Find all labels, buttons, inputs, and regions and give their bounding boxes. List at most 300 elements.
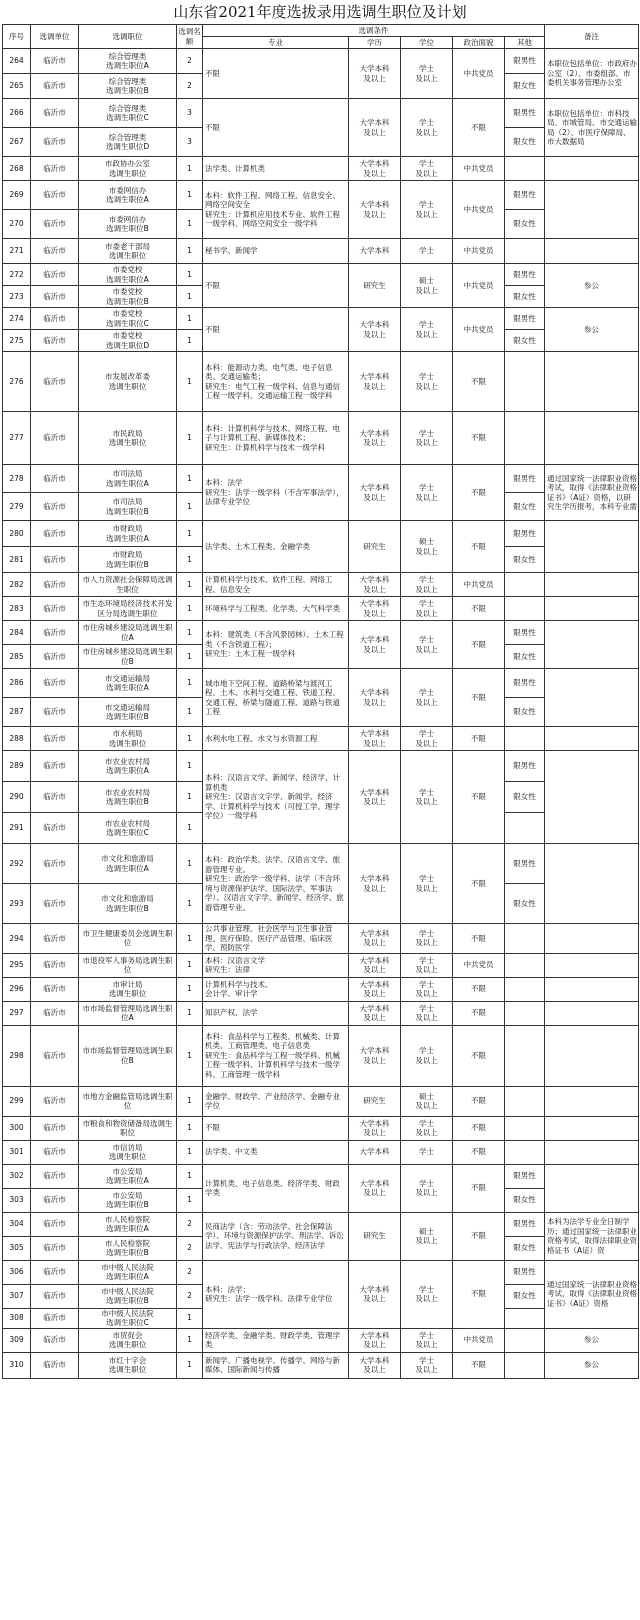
- cell-remark: 参公: [545, 308, 639, 352]
- cell-education: 大学本科 及以上: [349, 157, 401, 181]
- cell-remark: [545, 239, 639, 264]
- cell-remark: 通过国家统一法律职业资格考试，取得《法律职业资格证书》（A证）资格: [545, 1260, 639, 1328]
- cell-unit: 临沂市: [31, 698, 79, 727]
- cell-degree: 学士 及以上: [401, 1328, 453, 1352]
- cell-major: 城市地下空间工程、道路桥梁与渡河工程、土木、水利与交通工程、铁道工程、交通工程、桥梁与隧道工程、道路与铁道工程: [203, 669, 349, 727]
- cell-major: 环境科学与工程类、化学类、大气科学类: [203, 597, 349, 621]
- cell-political: 不限: [453, 924, 505, 954]
- table-row: [3, 1352, 639, 1378]
- cell-seq: 298: [3, 1025, 31, 1086]
- cell-education: 大学本科 及以上: [349, 352, 401, 412]
- cell-quota: 1: [177, 1116, 203, 1140]
- cell-position: 市发展改革委 选调生职位: [79, 352, 177, 412]
- cell-quota: 1: [177, 727, 203, 751]
- cell-remark: [545, 844, 639, 924]
- header-major: 专业: [203, 37, 349, 49]
- cell-position: 市农业农村局 选调生职位C: [79, 813, 177, 844]
- cell-education: 大学本科: [349, 239, 401, 264]
- cell-major: 本科：法学 研究生：法学一级学科（不含军事法学），法律专业学位: [203, 465, 349, 521]
- cell-other: 限男性: [505, 844, 545, 884]
- cell-political: 不限: [453, 465, 505, 521]
- cell-major: 法学类、中文类: [203, 1140, 349, 1164]
- cell-degree: 学士 及以上: [401, 308, 453, 352]
- cell-major: 本科：计算机科学与技术、网络工程、电子与计算机工程、新媒体技术； 研究生：计算机科学与技术一级学科: [203, 412, 349, 465]
- cell-unit: 临沂市: [31, 1001, 79, 1025]
- cell-major: 水利水电工程、水文与水资源工程: [203, 727, 349, 751]
- cell-other: 限女性: [505, 1284, 545, 1308]
- cell-unit: 临沂市: [31, 884, 79, 924]
- cell-degree: 学士 及以上: [401, 1025, 453, 1086]
- cell-political: 不限: [453, 1212, 505, 1260]
- cell-remark: [545, 751, 639, 844]
- cell-position: 市民政局 选调生职位: [79, 412, 177, 465]
- cell-major: 本科：能源动力类、电气类、电子信息类、交通运输类； 研究生：电气工程一级学科、信息与通信工程一级学科、交通运输工程一级学科: [203, 352, 349, 412]
- cell-political: 不限: [453, 99, 505, 157]
- positions-table: [2, 24, 639, 1379]
- cell-seq: 265: [3, 74, 31, 99]
- cell-seq: 268: [3, 157, 31, 181]
- cell-seq: 271: [3, 239, 31, 264]
- cell-political: 不限: [453, 1260, 505, 1328]
- cell-major: 本科：政治学类、法学、汉语言文学、旅游管理专业。 研究生：政治学一级学科、法学（不含环境与资源保护法学、国际法学、军事法学）、汉语言文字学、新闻学、经济学、旅游管理专业。: [203, 844, 349, 924]
- cell-other: [505, 924, 545, 954]
- cell-major: 本科：汉语言文学 研究生：法律: [203, 953, 349, 977]
- cell-seq: 276: [3, 352, 31, 412]
- cell-quota: 1: [177, 669, 203, 698]
- cell-unit: 临沂市: [31, 977, 79, 1001]
- cell-other: [505, 1308, 545, 1328]
- cell-education: 研究生: [349, 1086, 401, 1116]
- cell-remark: [545, 621, 639, 669]
- header-other: 其他: [505, 37, 545, 49]
- cell-other: 限女性: [505, 128, 545, 157]
- cell-other: [505, 1001, 545, 1025]
- cell-degree: 学士 及以上: [401, 597, 453, 621]
- cell-unit: 临沂市: [31, 953, 79, 977]
- cell-major: 计算机科学与技术、 会计学、审计学: [203, 977, 349, 1001]
- cell-political: 不限: [453, 1164, 505, 1212]
- cell-unit: 临沂市: [31, 1260, 79, 1284]
- table-row: [3, 1164, 639, 1188]
- cell-education: 大学本科 及以上: [349, 844, 401, 924]
- cell-remark: [545, 1116, 639, 1140]
- cell-education: 大学本科 及以上: [349, 1001, 401, 1025]
- cell-other: [505, 239, 545, 264]
- cell-seq: 289: [3, 751, 31, 782]
- cell-position: 综合管理类 选调生职位A: [79, 49, 177, 74]
- cell-seq: 292: [3, 844, 31, 884]
- cell-degree: 学士: [401, 1140, 453, 1164]
- cell-quota: 2: [177, 1284, 203, 1308]
- cell-seq: 287: [3, 698, 31, 727]
- table-row: [3, 727, 639, 751]
- cell-quota: 1: [177, 844, 203, 884]
- cell-political: 中共党员: [453, 157, 505, 181]
- cell-other: 限女性: [505, 884, 545, 924]
- cell-political: 不限: [453, 1352, 505, 1378]
- cell-major: 金融学、财政学、产业经济学、金融专业学位: [203, 1086, 349, 1116]
- cell-position: 市委党校 选调生职位A: [79, 264, 177, 286]
- cell-quota: 1: [177, 1025, 203, 1086]
- cell-education: 大学本科 及以上: [349, 1164, 401, 1212]
- cell-position: 市水利局 选调生职位: [79, 727, 177, 751]
- cell-seq: 288: [3, 727, 31, 751]
- cell-other: 限女性: [505, 782, 545, 813]
- cell-education: 大学本科 及以上: [349, 597, 401, 621]
- header-seq: 序号: [3, 25, 31, 49]
- page-title: 山东省2021年度选拔录用选调生职位及计划: [173, 3, 467, 21]
- cell-degree: 硕士 及以上: [401, 1086, 453, 1116]
- table-row: [3, 181, 639, 210]
- cell-quota: 3: [177, 99, 203, 128]
- table-row: [3, 977, 639, 1001]
- cell-seq: 290: [3, 782, 31, 813]
- header-remark: 备注: [545, 25, 639, 49]
- cell-unit: 临沂市: [31, 1164, 79, 1188]
- table-row: [3, 621, 639, 645]
- cell-unit: 临沂市: [31, 751, 79, 782]
- cell-degree: 学士: [401, 239, 453, 264]
- cell-degree: 硕士 及以上: [401, 521, 453, 573]
- cell-other: 限男性: [505, 1164, 545, 1188]
- cell-other: 限男性: [505, 669, 545, 698]
- cell-position: 市政协办公室 选调生职位: [79, 157, 177, 181]
- cell-position: 市市场监督管理局选调生职位B: [79, 1025, 177, 1086]
- cell-position: 市交通运输局 选调生职位B: [79, 698, 177, 727]
- cell-remark: 通过国家统一法律职业资格考试，取得《法律职业资格证书》（A证）资格，以研究生学历报考，本科专业需: [545, 465, 639, 521]
- cell-position: 市人力资源社会保障局选调生职位: [79, 573, 177, 597]
- cell-unit: 临沂市: [31, 1116, 79, 1140]
- cell-seq: 294: [3, 924, 31, 954]
- cell-quota: 1: [177, 1328, 203, 1352]
- cell-other: 限女性: [505, 1236, 545, 1260]
- table-row: [3, 1116, 639, 1140]
- cell-degree: 学士 及以上: [401, 573, 453, 597]
- cell-seq: 295: [3, 953, 31, 977]
- cell-quota: 1: [177, 264, 203, 286]
- table-row: [3, 412, 639, 465]
- cell-other: [505, 573, 545, 597]
- cell-quota: 1: [177, 210, 203, 239]
- cell-quota: 1: [177, 645, 203, 669]
- cell-unit: 临沂市: [31, 573, 79, 597]
- cell-seq: 278: [3, 465, 31, 493]
- cell-quota: 1: [177, 1308, 203, 1328]
- cell-other: [505, 1025, 545, 1086]
- cell-unit: 临沂市: [31, 1025, 79, 1086]
- table-row: [3, 521, 639, 547]
- table-row: [3, 1212, 639, 1236]
- cell-other: [505, 1116, 545, 1140]
- cell-education: 研究生: [349, 1212, 401, 1260]
- cell-other: 限男性: [505, 1212, 545, 1236]
- cell-unit: 临沂市: [31, 1308, 79, 1328]
- cell-position: 市委网信办 选调生职位B: [79, 210, 177, 239]
- cell-remark: 参公: [545, 1352, 639, 1378]
- cell-political: 不限: [453, 352, 505, 412]
- cell-major: 本科：软件工程、网络工程、信息安全、网络空间安全 研究生：计算机应用技术专业、软件工程一级学科、网络空间安全一级学科: [203, 181, 349, 239]
- cell-political: 不限: [453, 977, 505, 1001]
- cell-unit: 临沂市: [31, 1352, 79, 1378]
- cell-quota: 3: [177, 128, 203, 157]
- cell-seq: 283: [3, 597, 31, 621]
- cell-quota: 1: [177, 352, 203, 412]
- cell-remark: [545, 669, 639, 727]
- cell-position: 市中级人民法院 选调生职位A: [79, 1260, 177, 1284]
- cell-unit: 临沂市: [31, 412, 79, 465]
- cell-unit: 临沂市: [31, 621, 79, 645]
- cell-remark: [545, 1025, 639, 1086]
- cell-political: 不限: [453, 727, 505, 751]
- table-row: [3, 597, 639, 621]
- cell-major: 法学类、计算机类: [203, 157, 349, 181]
- cell-quota: 1: [177, 181, 203, 210]
- cell-education: 大学本科 及以上: [349, 1352, 401, 1378]
- header-education: 学历: [349, 37, 401, 49]
- cell-position: 市委网信办 选调生职位A: [79, 181, 177, 210]
- table-row: [3, 49, 639, 74]
- cell-major: 不限: [203, 308, 349, 352]
- cell-major: 本科：食品科学与工程类、机械类、计算机类、工商管理类、电子信息类 研究生：食品科学与工程一级学科、机械工程一级学科、计算机科学与技术一级学科、工商管理一级学科: [203, 1025, 349, 1086]
- cell-political: 不限: [453, 669, 505, 727]
- cell-education: 大学本科 及以上: [349, 669, 401, 727]
- cell-degree: 学士 及以上: [401, 412, 453, 465]
- cell-position: 市中级人民法院 选调生职位C: [79, 1308, 177, 1328]
- cell-unit: 临沂市: [31, 352, 79, 412]
- cell-major: 不限: [203, 264, 349, 308]
- cell-quota: 1: [177, 884, 203, 924]
- cell-position: 市生态环境局经济技术开发区分局选调生职位: [79, 597, 177, 621]
- cell-unit: 临沂市: [31, 813, 79, 844]
- table-row: [3, 465, 639, 493]
- cell-quota: 1: [177, 493, 203, 521]
- cell-education: 大学本科 及以上: [349, 924, 401, 954]
- cell-position: 市文化和旅游局 选调生职位A: [79, 844, 177, 884]
- cell-seq: 304: [3, 1212, 31, 1236]
- cell-seq: 280: [3, 521, 31, 547]
- cell-other: 限男性: [505, 621, 545, 645]
- cell-degree: 学士 及以上: [401, 157, 453, 181]
- cell-remark: [545, 521, 639, 573]
- cell-seq: 266: [3, 99, 31, 128]
- cell-position: 市中级人民法院 选调生职位B: [79, 1284, 177, 1308]
- cell-remark: [545, 1086, 639, 1116]
- cell-quota: 2: [177, 74, 203, 99]
- cell-seq: 308: [3, 1308, 31, 1328]
- cell-other: 限男性: [505, 264, 545, 286]
- cell-quota: 1: [177, 521, 203, 547]
- cell-degree: 学士 及以上: [401, 727, 453, 751]
- cell-major: 知识产权、法学: [203, 1001, 349, 1025]
- cell-seq: 300: [3, 1116, 31, 1140]
- cell-education: 大学本科 及以上: [349, 1260, 401, 1328]
- cell-other: [505, 1352, 545, 1378]
- cell-other: 限女性: [505, 547, 545, 573]
- cell-seq: 291: [3, 813, 31, 844]
- cell-degree: 学士 及以上: [401, 1116, 453, 1140]
- table-row: [3, 573, 639, 597]
- cell-degree: 学士 及以上: [401, 352, 453, 412]
- cell-major: 法学类、土木工程类、金融学类: [203, 521, 349, 573]
- cell-other: [505, 412, 545, 465]
- cell-education: 大学本科 及以上: [349, 181, 401, 239]
- cell-seq: 293: [3, 884, 31, 924]
- cell-political: 不限: [453, 1086, 505, 1116]
- cell-political: 不限: [453, 1001, 505, 1025]
- cell-position: 市退役军人事务局选调生职位: [79, 953, 177, 977]
- cell-political: 不限: [453, 621, 505, 669]
- table-row: [3, 1260, 639, 1284]
- cell-remark: [545, 597, 639, 621]
- cell-quota: 1: [177, 330, 203, 352]
- cell-unit: 临沂市: [31, 1236, 79, 1260]
- cell-remark: 参公: [545, 1328, 639, 1352]
- cell-position: 市市场监督管理局选调生职位A: [79, 1001, 177, 1025]
- table-row: [3, 264, 639, 286]
- cell-remark: [545, 727, 639, 751]
- table-row: [3, 1140, 639, 1164]
- cell-other: [505, 977, 545, 1001]
- cell-education: 大学本科 及以上: [349, 573, 401, 597]
- cell-unit: 临沂市: [31, 547, 79, 573]
- cell-quota: 1: [177, 953, 203, 977]
- cell-seq: 284: [3, 621, 31, 645]
- cell-unit: 临沂市: [31, 330, 79, 352]
- cell-position: 市委党校 选调生职位D: [79, 330, 177, 352]
- cell-seq: 299: [3, 1086, 31, 1116]
- cell-political: 中共党员: [453, 49, 505, 99]
- cell-seq: 307: [3, 1284, 31, 1308]
- header-conditions: 选调条件: [203, 25, 545, 37]
- cell-unit: 临沂市: [31, 645, 79, 669]
- cell-education: 大学本科 及以上: [349, 977, 401, 1001]
- cell-position: 市人民检察院 选调生职位B: [79, 1236, 177, 1260]
- cell-education: 大学本科 及以上: [349, 953, 401, 977]
- table-row: [3, 308, 639, 330]
- cell-quota: 2: [177, 49, 203, 74]
- cell-political: 不限: [453, 521, 505, 573]
- cell-major: 经济学类、金融学类、财政学类、管理学类: [203, 1328, 349, 1352]
- cell-position: 市农业农村局 选调生职位A: [79, 751, 177, 782]
- cell-seq: 282: [3, 573, 31, 597]
- cell-quota: 1: [177, 239, 203, 264]
- cell-unit: 临沂市: [31, 1188, 79, 1212]
- cell-quota: 1: [177, 1140, 203, 1164]
- cell-major: 新闻学、广播电视学、传播学、网络与新媒体、国际新闻与传播: [203, 1352, 349, 1378]
- cell-other: [505, 1328, 545, 1352]
- cell-position: 综合管理类 选调生职位B: [79, 74, 177, 99]
- cell-political: 不限: [453, 1116, 505, 1140]
- cell-remark: 本科为法学专业全日制学历；通过国家统一法律职业资格考试，取得法律职业资格证书（A证）资: [545, 1212, 639, 1260]
- table-row: [3, 157, 639, 181]
- cell-political: 不限: [453, 751, 505, 844]
- cell-quota: 1: [177, 308, 203, 330]
- cell-major: 不限: [203, 99, 349, 157]
- cell-education: 大学本科 及以上: [349, 621, 401, 669]
- cell-quota: 1: [177, 1001, 203, 1025]
- cell-remark: [545, 573, 639, 597]
- cell-seq: 285: [3, 645, 31, 669]
- cell-quota: 1: [177, 573, 203, 597]
- cell-position: 市农业农村局 选调生职位B: [79, 782, 177, 813]
- cell-unit: 临沂市: [31, 264, 79, 286]
- cell-other: [505, 727, 545, 751]
- cell-position: 市地方金融监管局选调生职位: [79, 1086, 177, 1116]
- cell-quota: 1: [177, 412, 203, 465]
- header-position: 选调职位: [79, 25, 177, 49]
- cell-quota: 1: [177, 698, 203, 727]
- cell-major: 秘书学、新闻学: [203, 239, 349, 264]
- cell-unit: 临沂市: [31, 669, 79, 698]
- cell-major: 本科：法学； 研究生：法学一级学科、法律专业学位: [203, 1260, 349, 1328]
- cell-other: 限女性: [505, 645, 545, 669]
- cell-unit: 临沂市: [31, 286, 79, 308]
- cell-other: 限女性: [505, 286, 545, 308]
- cell-position: 市财政局 选调生职位A: [79, 521, 177, 547]
- cell-seq: 306: [3, 1260, 31, 1284]
- cell-political: 中共党员: [453, 264, 505, 308]
- cell-political: 不限: [453, 1140, 505, 1164]
- cell-quota: 1: [177, 782, 203, 813]
- cell-major: 计算机类、电子信息类、经济学类、财政学类: [203, 1164, 349, 1212]
- cell-quota: 1: [177, 977, 203, 1001]
- cell-seq: 270: [3, 210, 31, 239]
- cell-position: 市住房城乡建设局选调生职位B: [79, 645, 177, 669]
- cell-unit: 临沂市: [31, 597, 79, 621]
- cell-education: 大学本科 及以上: [349, 1328, 401, 1352]
- cell-political: 不限: [453, 412, 505, 465]
- cell-quota: 2: [177, 1260, 203, 1284]
- table-row: [3, 669, 639, 698]
- cell-seq: 275: [3, 330, 31, 352]
- cell-remark: [545, 181, 639, 239]
- cell-quota: 1: [177, 1352, 203, 1378]
- cell-remark: [545, 352, 639, 412]
- cell-other: [505, 813, 545, 844]
- cell-other: 限男性: [505, 521, 545, 547]
- cell-political: 中共党员: [453, 239, 505, 264]
- cell-unit: 临沂市: [31, 181, 79, 210]
- cell-unit: 临沂市: [31, 308, 79, 330]
- cell-unit: 临沂市: [31, 1284, 79, 1308]
- cell-education: 大学本科 及以上: [349, 751, 401, 844]
- header-quota: 选调名额: [177, 25, 203, 49]
- cell-education: 大学本科 及以上: [349, 1025, 401, 1086]
- cell-remark: [545, 953, 639, 977]
- cell-other: 限男性: [505, 49, 545, 74]
- cell-political: 中共党员: [453, 573, 505, 597]
- cell-other: 限女性: [505, 210, 545, 239]
- cell-position: 市卫生健康委员会选调生职位: [79, 924, 177, 954]
- cell-degree: 学士 及以上: [401, 1001, 453, 1025]
- cell-major: 不限: [203, 49, 349, 99]
- cell-degree: 学士 及以上: [401, 99, 453, 157]
- cell-other: [505, 157, 545, 181]
- cell-unit: 临沂市: [31, 210, 79, 239]
- cell-position: 市红十字会 选调生职位: [79, 1352, 177, 1378]
- cell-unit: 临沂市: [31, 1140, 79, 1164]
- cell-seq: 301: [3, 1140, 31, 1164]
- cell-quota: 2: [177, 1236, 203, 1260]
- table-row: [3, 924, 639, 954]
- cell-quota: 1: [177, 157, 203, 181]
- cell-degree: 学士 及以上: [401, 924, 453, 954]
- table-row: [3, 1001, 639, 1025]
- cell-other: 限男性: [505, 751, 545, 782]
- cell-other: [505, 953, 545, 977]
- table-row: [3, 1086, 639, 1116]
- cell-remark: [545, 924, 639, 954]
